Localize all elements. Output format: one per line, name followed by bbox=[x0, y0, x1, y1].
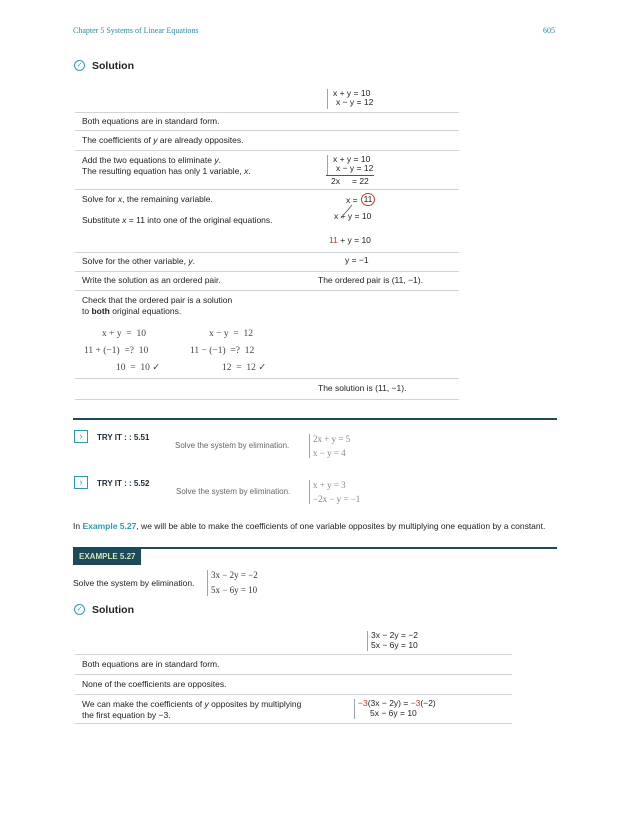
table-divider bbox=[75, 290, 459, 291]
step-no-opposites: None of the coefficients are opposites. bbox=[82, 679, 227, 689]
step-ordered-pair: Write the solution as an ordered pair. bbox=[82, 275, 221, 285]
step-add-equations: Add the two equations to eliminate y. The resulting equation has only 1 variable, x. bbox=[82, 155, 251, 176]
try-it-label: TRY IT : : 5.52 bbox=[97, 479, 150, 488]
add-eq2: x − y = 12 bbox=[336, 163, 374, 173]
try-it-eq2: x − y = 4 bbox=[313, 448, 346, 458]
check-right-1: x − y = 12 bbox=[209, 329, 253, 339]
system-brace bbox=[309, 434, 310, 458]
step-solve-x: Solve for x, the remaining variable. bbox=[82, 194, 213, 204]
try-it-eq1: 2x + y = 5 bbox=[313, 434, 351, 444]
intro-paragraph: In Example 5.27, we will be able to make the coefficients of one variable opposites by multiplying one equation by a constant. bbox=[73, 521, 546, 531]
table-divider bbox=[75, 112, 459, 113]
table-divider bbox=[75, 150, 459, 151]
table-divider bbox=[75, 674, 512, 675]
try-it-prompt: Solve the system by elimination. bbox=[175, 441, 290, 450]
check-right-2: 11 − (−1) =? 12 bbox=[190, 346, 255, 356]
table-divider bbox=[75, 252, 459, 253]
multiplied-eq2: 5x − 6y = 10 bbox=[370, 708, 417, 718]
chevron-right-icon[interactable]: › bbox=[74, 430, 88, 443]
x-result-circled: 11 bbox=[361, 193, 375, 206]
step-check: Check that the ordered pair is a solution to both original equations. bbox=[82, 295, 233, 316]
step-opposites: The coefficients of y are already opposites. bbox=[82, 135, 244, 145]
table-divider bbox=[75, 399, 459, 400]
system-brace bbox=[327, 155, 328, 175]
try-it-label: TRY IT : : 5.51 bbox=[97, 433, 150, 442]
system-brace bbox=[354, 699, 355, 719]
try-it-eq2: −2x − y = −1 bbox=[313, 494, 361, 504]
initial-eq1: 3x − 2y = −2 bbox=[371, 630, 419, 640]
example-prompt: Solve the system by elimination. bbox=[73, 578, 195, 588]
example-eq1: 3x − 2y = −2 bbox=[211, 570, 258, 580]
example-tag: EXAMPLE 5.27 bbox=[73, 549, 141, 565]
table-divider bbox=[75, 694, 512, 695]
sum-lhs: 2x bbox=[331, 176, 340, 186]
solution-heading: Solution bbox=[92, 60, 134, 72]
y-result: y = −1 bbox=[345, 255, 369, 265]
check-circle-icon: ✓ bbox=[74, 604, 85, 615]
step-standard-form: Both equations are in standard form. bbox=[82, 116, 220, 126]
check-left-3: 10 = 10 ✓ bbox=[116, 363, 161, 373]
substitution-arrow-icon bbox=[338, 204, 354, 220]
system-brace bbox=[367, 631, 368, 651]
check-right-3: 12 = 12 ✓ bbox=[222, 363, 267, 373]
initial-eq2: x − y = 12 bbox=[336, 97, 374, 107]
step-multiply: We can make the coefficients of y opposites by multiplying the first equation by −3. bbox=[82, 699, 302, 720]
try-it-prompt: Solve the system by elimination. bbox=[176, 487, 291, 496]
table-divider bbox=[75, 654, 512, 655]
step-solve-y: Solve for the other variable, y. bbox=[82, 256, 195, 266]
ordered-pair-result: The ordered pair is (11, −1). bbox=[318, 275, 423, 285]
table-divider bbox=[75, 723, 512, 724]
example-divider bbox=[73, 547, 557, 549]
sub-equation: x + y = 10 bbox=[334, 211, 372, 221]
check-left-2: 11 + (−1) =? 10 bbox=[84, 346, 149, 356]
try-it-eq1: x + y = 3 bbox=[313, 480, 346, 490]
sum-rhs: = 22 bbox=[352, 176, 369, 186]
example-eq2: 5x − 6y = 10 bbox=[211, 585, 258, 595]
step-standard-form: Both equations are in standard form. bbox=[82, 659, 220, 669]
initial-eq2: 5x − 6y = 10 bbox=[371, 640, 418, 650]
add-eq1: x + y = 10 bbox=[333, 154, 371, 164]
solution-heading: Solution bbox=[92, 604, 134, 616]
x-lhs: x = bbox=[346, 195, 358, 205]
initial-eq1: x + y = 10 bbox=[333, 88, 371, 98]
table-divider bbox=[75, 130, 459, 131]
sub-result: 11 + y = 10 bbox=[329, 235, 371, 245]
system-brace bbox=[327, 89, 328, 109]
chevron-right-icon[interactable]: › bbox=[74, 476, 88, 489]
section-divider bbox=[73, 418, 557, 420]
step-substitute: Substitute x = 11 into one of the original equations. bbox=[82, 215, 273, 225]
system-brace bbox=[207, 570, 208, 596]
example-link[interactable]: Example 5.27 bbox=[82, 521, 137, 531]
table-divider bbox=[75, 271, 459, 272]
final-solution: The solution is (11, −1). bbox=[318, 383, 407, 393]
page-number: 605 bbox=[543, 26, 555, 35]
table-divider bbox=[75, 189, 459, 190]
chapter-title: Chapter 5 Systems of Linear Equations bbox=[73, 26, 199, 35]
check-circle-icon: ✓ bbox=[74, 60, 85, 71]
check-left-1: x + y = 10 bbox=[102, 329, 146, 339]
multiplied-eq1: −3(3x − 2y) = −3(−2) bbox=[358, 698, 436, 708]
table-divider bbox=[75, 378, 459, 379]
system-brace bbox=[309, 480, 310, 504]
